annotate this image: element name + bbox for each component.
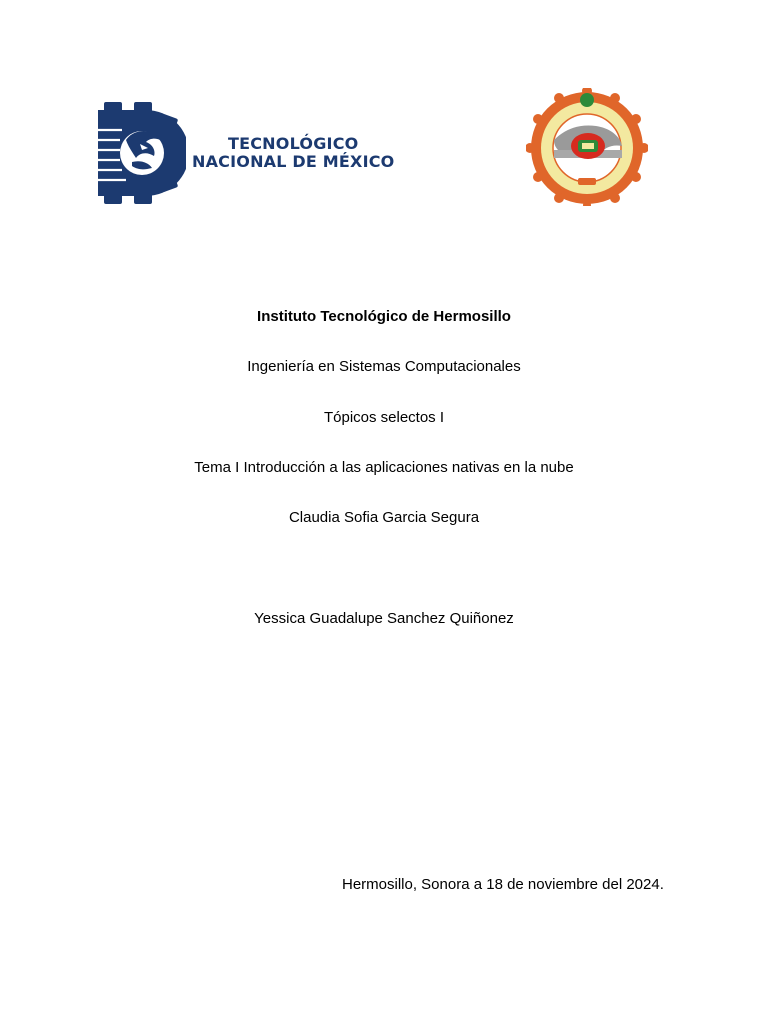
tecnm-logo-line2: NACIONAL DE MÉXICO xyxy=(192,152,395,171)
tecnm-eagle-gear-icon xyxy=(96,100,186,205)
place-date: Hermosillo, Sonora a 18 de noviembre del 2024. xyxy=(342,876,664,893)
teacher-name: Claudia Sofia Garcia Segura xyxy=(288,509,480,526)
student-name: Yessica Guadalupe Sanchez Quiñonez xyxy=(254,610,514,627)
tecnm-logo-line1: TECNOLÓGICO xyxy=(228,134,359,153)
course-name: Tópicos selectos I xyxy=(323,409,445,426)
tecnm-logo xyxy=(96,100,395,205)
program-name: Ingeniería en Sistemas Computacionales xyxy=(247,358,521,375)
ith-seal-icon xyxy=(526,88,648,206)
topic-title: Tema I Introducción a las aplicaciones nativas en la nube xyxy=(194,459,574,476)
institution-name: Instituto Tecnológico de Hermosillo xyxy=(257,308,511,325)
